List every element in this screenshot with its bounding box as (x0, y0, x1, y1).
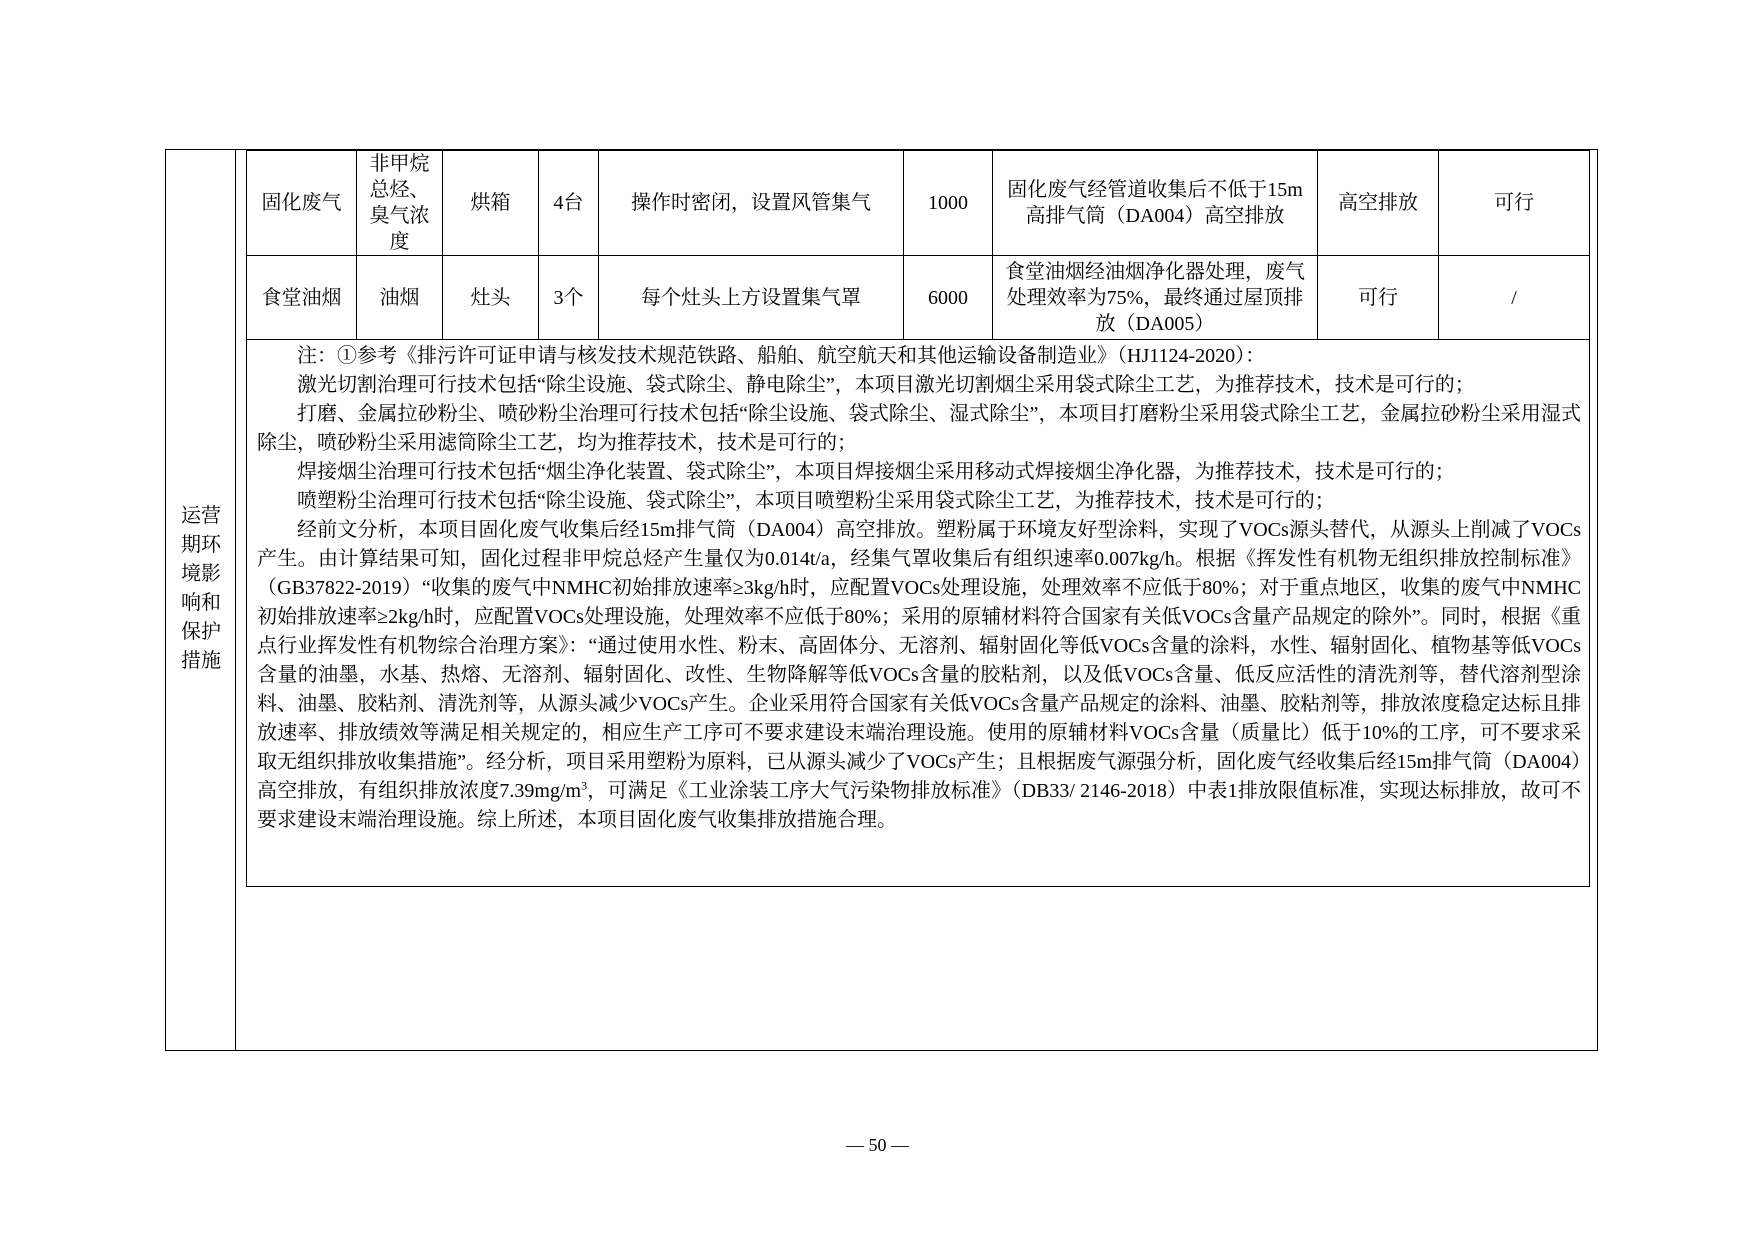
note-text: 经前文分析，本项目固化废气收集后经15m排气筒（DA004）高空排放。塑粉属于环境友好型涂料，实现了VOCs源头替代，从源头上削减了VOCs产生。由计算结果可知，固化过程非甲烷总烃产生量仅为0.014t/a，经集气罩收集后有组织速率0.007kg/h。根据《挥发性有机物无组织排放控制标准》（GB37822-2019）“收集的废气中NMHC初始排放速率≥3kg/h时，应配置VOCs处理设施，处理效率不应低于80%；对于重点地区，收集的废气中NMHC初始排放速率≥2kg/h时，应配置VOCs处理设施，处理效率不应低于80%；采用的原辅材料符合国家有关低VOCs含量产品规定的除外”。同时，根据《重点行业挥发性有机物综合治理方案》：“通过使用水性、粉末、高固体分、无溶剂、辐射固化等低VOCs含量的涂料，水性、辐射固化、植物基等低VOCs含量的油墨，水基、热熔、无溶剂、辐射固化、改性、生物降解等低VOCs含量的胶粘剂，以及低VOCs含量、低反应活性的清洗剂等，替代溶剂型涂料、油墨、胶粘剂、清洗剂等，从源头减少VOCs产生。企业采用符合国家有关低VOCs含量产品规定的涂料、油墨、胶粘剂等，排放浓度稳定达标且排放速率、排放绩效等满足相关规定的，相应生产工序可不要求建设末端治理设施。使用的原辅材料VOCs含量（质量比）低于10%的工序，可不要求采取无组织排放收集措施”。经分析，项目采用塑粉为原料，已从源头减少了VOCs产生；且根据废气源强分析，固化废气经收集后经15m排气筒（DA004）高空排放，有组织排放浓度7.39mg/m (257, 519, 1581, 802)
note-text: ，可满足《工业涂装工序大气污染物排放标准》（DB33/ 2146-2018）中表1排放限值标准，实现达标排放，故可不要求建设末端治理设施。综上所述，本项目固化废气收集排放措施合理。 (257, 780, 1582, 831)
treatment-cell: 食堂油烟经油烟净化器处理，废气处理效率为75%，最终通过屋顶排放（DA005） (993, 256, 1318, 340)
notes-cell (247, 340, 1590, 887)
source-cell: 灶头 (443, 256, 539, 340)
page-number: — 50 — (846, 1135, 909, 1155)
note-paragraph: 焊接烟尘治理可行技术包括“烟尘净化装置、袋式除尘”，本项目焊接烟尘采用移动式焊接烟尘净化器，为推荐技术，技术是可行的； (297, 461, 1455, 483)
notes-row (247, 340, 1590, 887)
section-label-line: 运营 (181, 505, 221, 527)
section-label-line: 境影 (181, 563, 221, 585)
count-cell: 3个 (539, 256, 599, 340)
airflow-cell: 6000 (904, 256, 993, 340)
superscript: 3 (581, 778, 588, 793)
section-label (166, 502, 236, 676)
technology-cell: 可行 (1318, 256, 1439, 340)
note-paragraph: 注：①参考《排污许可证申请与核发技术规范铁路、船舶、航空航天和其他运输设备制造业》（HJ1124-2020）： (297, 345, 1266, 367)
feasible-cell: 可行 (1439, 151, 1590, 256)
factor-cell: 油烟 (357, 256, 443, 340)
section-label-line: 措施 (181, 650, 221, 672)
section-label-line: 期环 (181, 534, 221, 556)
collection-cell: 每个灶头上方设置集气罩 (599, 256, 904, 340)
factor-cell: 非甲烷总烃、臭气浓度 (357, 151, 443, 256)
source-cell: 烘箱 (443, 151, 539, 256)
waste-gas-measures-table (246, 150, 1590, 887)
count-cell: 4台 (539, 151, 599, 256)
treatment-cell: 固化废气经管道收集后不低于15m高排气筒（DA004）高空排放 (993, 151, 1318, 256)
note-paragraph (257, 516, 1581, 835)
section-label-column (166, 150, 236, 1050)
note-paragraph: 激光切割治理可行技术包括“除尘设施、袋式除尘、静电除尘”，本项目激光切割烟尘采用袋式除尘工艺，为推荐技术，技术是可行的； (297, 374, 1475, 396)
note-paragraph: 打磨、金属拉砂粉尘、喷砂粉尘治理可行技术包括“除尘设施、袋式除尘、湿式除尘”，本项目打磨粉尘采用袋式除尘工艺，金属拉砂粉尘采用湿式除尘，喷砂粉尘采用滤筒除尘工艺，均为推荐技术，技术是可行的； (257, 403, 1581, 454)
pollutant-cell: 食堂油烟 (247, 256, 357, 340)
section-label-line: 保护 (181, 621, 221, 643)
airflow-cell: 1000 (904, 151, 993, 256)
technology-cell: 高空排放 (1318, 151, 1439, 256)
table-row (247, 256, 1590, 340)
collection-cell: 操作时密闭，设置风管集气 (599, 151, 904, 256)
note-paragraph: 喷塑粉尘治理可行技术包括“除尘设施、袋式除尘”，本项目喷塑粉尘采用袋式除尘工艺，为推荐技术，技术是可行的； (297, 490, 1335, 512)
pollutant-cell: 固化废气 (247, 151, 357, 256)
table-row (247, 151, 1590, 256)
section-label-line: 响和 (181, 592, 221, 614)
feasible-cell: / (1439, 256, 1590, 340)
main-table-frame (165, 149, 1598, 1051)
